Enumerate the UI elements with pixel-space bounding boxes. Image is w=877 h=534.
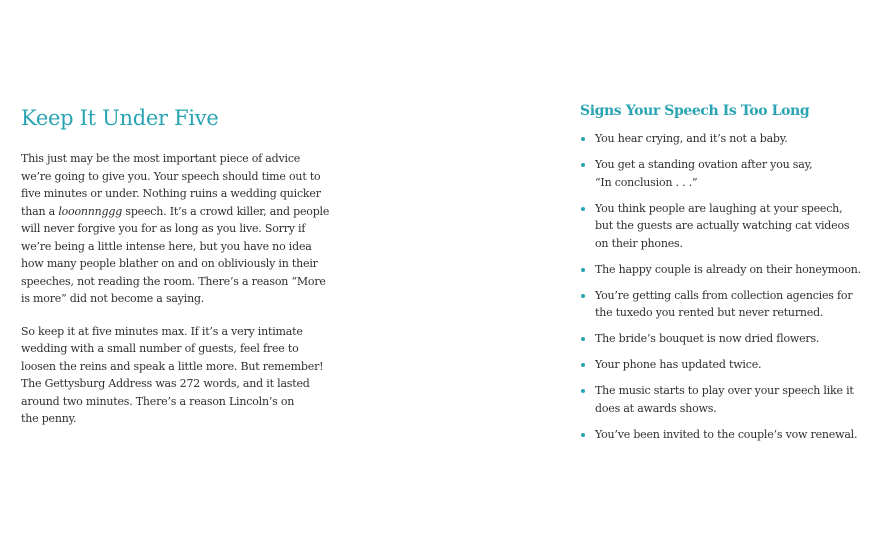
paragraph-line: So keep it at five minutes max. If it’s a very intimate [21, 324, 303, 338]
list-item [580, 426, 870, 444]
signs-list [580, 130, 870, 443]
paragraph-two [21, 323, 324, 428]
paragraph-line: This just may be the most important piece of advice [21, 152, 301, 165]
paragraph-line: how many people blather on and on obliviously in their [21, 257, 318, 270]
bullet-icon [581, 433, 585, 437]
list-item [580, 261, 870, 279]
list-item [580, 200, 870, 253]
bullet-icon [581, 337, 585, 341]
list-item [580, 130, 870, 148]
bullet-icon [581, 294, 585, 298]
right-column [580, 101, 870, 452]
bullet-icon [581, 363, 585, 367]
list-item [580, 356, 870, 374]
list-item-line: the tuxedo you rented but never returned. [595, 306, 824, 319]
paragraph-line-emphasis [21, 203, 330, 221]
list-item-line: The music starts to play over your speech like it [595, 384, 854, 397]
list-item-line: You get a standing ovation after you say, [595, 158, 813, 171]
line-text-after: speech. It’s a crowd killer, and people [122, 204, 330, 218]
paragraph-line: speeches, not reading the room. There’s a reason “More [21, 274, 326, 288]
list-item [580, 382, 870, 417]
list-item-line: but the guests are actually watching cat videos [595, 219, 850, 232]
bullet-icon [581, 268, 585, 272]
line-text-before: than a [21, 204, 59, 218]
paragraph-line: the penny. [21, 412, 77, 425]
list-item [580, 287, 870, 322]
emphasized-word: looonnnggg [58, 204, 123, 218]
list-item-line: You think people are laughing at your speech, [595, 201, 843, 215]
list-item-line: does at awards shows. [595, 401, 717, 415]
paragraph-line: we’re being a little intense here, but you have no idea [21, 239, 312, 253]
paragraph-line: five minutes or under. Nothing ruins a wedding quicker [21, 187, 321, 200]
paragraph-one [21, 150, 330, 308]
left-column [21, 104, 330, 428]
list-item-line: You hear crying, and it’s not a baby. [595, 132, 788, 145]
list-item-line: The happy couple is already on their honeymoon. [595, 262, 861, 276]
list-item [580, 330, 870, 348]
list-item-line: “In conclusion . . .” [595, 175, 698, 189]
paragraph-line: is more” did not become a saying. [21, 292, 205, 305]
bullet-icon [581, 207, 585, 211]
sidebar-heading: Signs Your Speech Is Too Long [580, 103, 810, 119]
paragraph-line: The Gettysburg Address was 272 words, and it lasted [21, 377, 310, 390]
section-heading: Keep It Under Five [21, 106, 219, 130]
list-item-line: You’re getting calls from collection agencies for [595, 288, 853, 302]
list-item-line: Your phone has updated twice. [595, 358, 762, 371]
list-item-line: You’ve been invited to the couple’s vow renewal. [595, 427, 858, 441]
list-item-line: on their phones. [595, 236, 683, 250]
paragraph-line: will never forgive you for as long as you live. Sorry if [21, 222, 306, 235]
paragraph-line: around two minutes. There’s a reason Lincoln’s on [21, 394, 295, 408]
list-item-line: The bride’s bouquet is now dried flowers. [595, 332, 820, 345]
paragraph-line: we’re going to give you. Your speech should time out to [21, 169, 321, 183]
paragraph-line: wedding with a small number of guests, feel free to [21, 342, 299, 355]
paragraph-line: loosen the reins and speak a little more. But remember! [21, 359, 324, 373]
bullet-icon [581, 163, 585, 167]
bullet-icon [581, 137, 585, 141]
bullet-icon [581, 389, 585, 393]
list-item [580, 156, 870, 191]
